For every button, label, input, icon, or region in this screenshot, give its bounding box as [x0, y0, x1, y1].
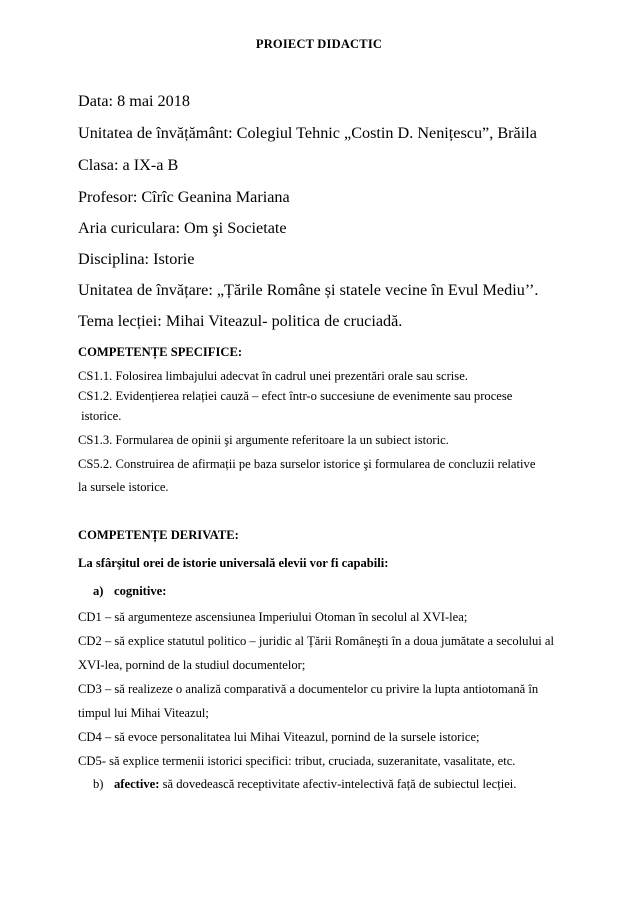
info-school: Unitatea de învățământ: Colegiul Tehnic „Costin D. Nenițescu”, Brăila	[78, 124, 537, 142]
info-lesson-topic: Tema lecției: Mihai Viteazul- politica de cruciadă.	[78, 312, 403, 330]
specific-competences-heading: COMPETENȚE SPECIFICE:	[78, 345, 243, 359]
list-marker-a: a)	[93, 584, 104, 598]
info-teacher: Profesor: Cîrîc Geanina Mariana	[78, 188, 290, 206]
info-learning-unit: Unitatea de învățare: „Țările Române și statele vecine în Evul Mediu’’.	[78, 281, 539, 299]
affective-item	[93, 777, 516, 792]
cognitive-competence-line: CD3 – să realizeze o analiză comparativă a documentelor cu privire la lupta antiotomană în	[78, 682, 539, 696]
cognitive-competence-line: CD2 – să explice statutul politico – juridic al Țării Româneşti în a doua jumătate a secolului al	[78, 634, 554, 648]
specific-competence-line: CS1.1. Folosirea limbajului adecvat în cadrul unei prezentări orale sau scrise.	[78, 369, 468, 383]
document-title: PROIECT DIDACTIC	[255, 37, 383, 51]
cognitive-subheading	[93, 584, 166, 599]
specific-competence-line: CS1.2. Evidențierea relației cauză – efect într-o succesiune de evenimente sau procese	[78, 389, 513, 403]
cognitive-competence-line: CD5- să explice termenii istorici specifici: tribut, cruciada, suzeranitate, vasalitate, etc.	[78, 754, 516, 768]
cognitive-competence-line: CD1 – să argumenteze ascensiunea Imperiului Otoman în secolul al XVI-lea;	[78, 610, 468, 624]
specific-competence-line: CS5.2. Construirea de afirmații pe baza surselor istorice şi formularea de concluzii relative	[78, 457, 536, 471]
cognitive-label: cognitive:	[114, 584, 167, 598]
info-class: Clasa: a IX-a B	[78, 156, 179, 174]
derived-competences-heading: COMPETENȚE DERIVATE:	[78, 528, 239, 542]
list-marker-b: b)	[93, 777, 104, 791]
affective-text: să dovedească receptivitate afectiv-intelectivă față de subiectul lecției.	[159, 777, 517, 791]
specific-competence-line: CS1.3. Formularea de opinii şi argumente referitoare la un subiect istoric.	[78, 433, 449, 447]
derived-intro: La sfârşitul orei de istorie universală elevii vor fi capabili:	[78, 556, 389, 570]
cognitive-competence-line: CD4 – să evoce personalitatea lui Mihai Viteazul, pornind de la sursele istorice;	[78, 730, 480, 744]
info-discipline: Disciplina: Istorie	[78, 250, 195, 268]
info-curricular-area: Aria curiculara: Om şi Societate	[78, 219, 287, 237]
specific-competence-line: la sursele istorice.	[78, 480, 169, 494]
cognitive-competence-line: timpul lui Mihai Viteazul;	[78, 706, 209, 720]
specific-competence-line: istorice.	[78, 409, 122, 423]
affective-label: afective:	[114, 777, 160, 791]
cognitive-competence-line: XVI-lea, pornind de la studiul documentelor;	[78, 658, 306, 672]
info-date: Data: 8 mai 2018	[78, 92, 190, 110]
